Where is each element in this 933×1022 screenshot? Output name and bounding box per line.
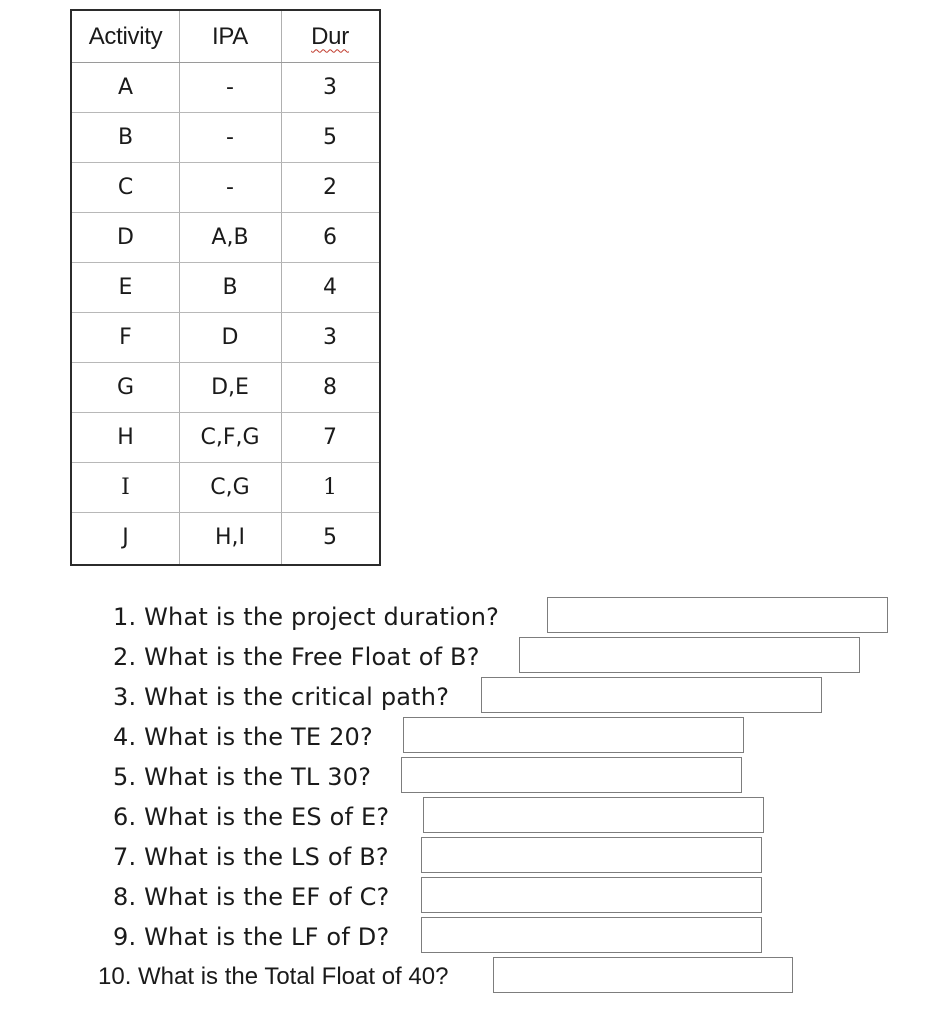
question-5 — [113, 757, 371, 797]
question-7 — [113, 837, 389, 877]
ipa-cell: H,I — [214, 524, 246, 550]
answer-input-2[interactable] — [519, 637, 860, 673]
question-label: 2. What is the Free Float of B? — [113, 643, 480, 671]
question-label: 10. What is the Total Float of 40? — [98, 963, 449, 990]
activity-table — [70, 9, 381, 566]
activity-cell: D — [117, 224, 134, 250]
activity-cell: F — [119, 324, 132, 350]
question-2 — [113, 637, 480, 677]
duration-cell: 6 — [323, 224, 337, 250]
activity-cell: I — [121, 474, 130, 500]
duration-cell: 1 — [323, 474, 337, 500]
answer-input-1[interactable] — [547, 597, 888, 633]
ipa-cell: - — [226, 174, 234, 200]
table-row — [72, 62, 379, 113]
activity-cell: A — [117, 74, 134, 100]
table-row — [72, 412, 379, 463]
duration-cell: 5 — [323, 524, 337, 550]
ipa-cell: C,G — [210, 474, 250, 500]
duration-cell: 3 — [323, 74, 337, 100]
header-dur — [281, 11, 379, 62]
activity-cell: H — [117, 424, 134, 450]
question-9 — [113, 917, 389, 957]
answer-input-8[interactable] — [421, 877, 762, 913]
answer-input-4[interactable] — [403, 717, 744, 753]
answer-input-7[interactable] — [421, 837, 762, 873]
duration-cell: 4 — [323, 274, 337, 300]
question-8 — [113, 877, 390, 917]
table-row — [72, 512, 379, 562]
ipa-cell: A,B — [211, 224, 249, 250]
table-header-row — [72, 11, 379, 63]
question-label: 9. What is the LF of D? — [113, 923, 390, 951]
activity-cell: J — [122, 524, 129, 550]
table-row — [72, 212, 379, 263]
table-row — [72, 262, 379, 313]
question-label: 4. What is the TE 20? — [113, 723, 373, 751]
question-label: 3. What is the critical path? — [113, 683, 450, 711]
header-dur-text: Dur — [311, 22, 349, 50]
answer-input-10[interactable] — [493, 957, 793, 993]
question-6 — [113, 797, 389, 837]
ipa-cell: - — [226, 74, 234, 100]
ipa-cell: B — [222, 274, 238, 300]
ipa-cell: - — [226, 124, 234, 150]
activity-cell: B — [117, 124, 134, 150]
question-3 — [113, 677, 449, 717]
activity-cell: E — [118, 274, 133, 300]
answer-input-3[interactable] — [481, 677, 822, 713]
duration-cell: 3 — [323, 324, 337, 350]
question-label: 8. What is the EF of C? — [113, 883, 390, 911]
duration-cell: 2 — [323, 174, 337, 200]
header-ipa: IPA — [211, 22, 248, 50]
table-row — [72, 362, 379, 413]
question-10 — [98, 957, 448, 997]
answer-input-6[interactable] — [423, 797, 764, 833]
table-row — [72, 162, 379, 213]
duration-cell: 8 — [323, 374, 337, 400]
ipa-cell: D — [221, 324, 239, 350]
answer-input-9[interactable] — [421, 917, 762, 953]
header-activity: Activity — [88, 22, 163, 50]
question-1 — [113, 597, 499, 637]
ipa-cell: C,F,G — [200, 424, 260, 450]
duration-cell: 7 — [323, 424, 337, 450]
activity-cell: C — [117, 174, 134, 200]
question-label: 1. What is the project duration? — [113, 603, 500, 631]
answer-input-5[interactable] — [401, 757, 742, 793]
table-row — [72, 462, 379, 513]
table-row — [72, 312, 379, 363]
question-label: 6. What is the ES of E? — [113, 803, 390, 831]
table-row — [72, 112, 379, 163]
question-4 — [113, 717, 373, 757]
ipa-cell: D,E — [211, 374, 249, 400]
duration-cell: 5 — [323, 124, 337, 150]
question-label: 7. What is the LS of B? — [113, 843, 389, 871]
activity-cell: G — [116, 374, 135, 400]
question-label: 5. What is the TL 30? — [113, 763, 372, 791]
